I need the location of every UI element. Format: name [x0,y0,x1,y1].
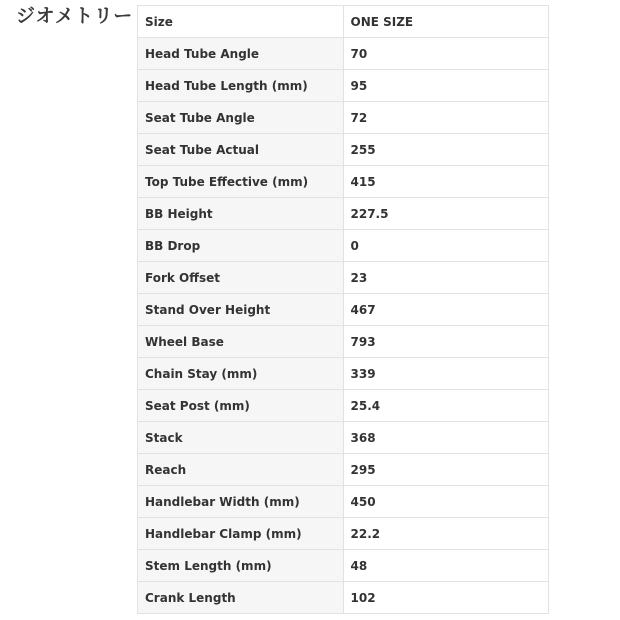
table-row [138,134,549,166]
row-label: Top Tube Effective (mm) [138,166,344,198]
row-value: 793 [343,326,549,358]
header-size: Size [138,6,344,38]
row-label: Stand Over Height [138,294,344,326]
table-row [138,518,549,550]
table-row [138,262,549,294]
row-value: 23 [343,262,549,294]
row-value: 415 [343,166,549,198]
table-row [138,358,549,390]
row-value: 25.4 [343,390,549,422]
row-label: Fork Offset [138,262,344,294]
table-row [138,166,549,198]
row-label: Stem Length (mm) [138,550,344,582]
row-label: Head Tube Angle [138,38,344,70]
section-heading: ジオメトリー [16,5,133,27]
table-row [138,486,549,518]
table-row [138,102,549,134]
table-row [138,198,549,230]
table-row [138,294,549,326]
header-one-size: ONE SIZE [343,6,549,38]
row-value: 102 [343,582,549,614]
row-label: Stack [138,422,344,454]
row-value: 368 [343,422,549,454]
row-value: 95 [343,70,549,102]
row-value: 467 [343,294,549,326]
row-value: 72 [343,102,549,134]
row-label: Crank Length [138,582,344,614]
table-row [138,38,549,70]
row-value: 22.2 [343,518,549,550]
row-label: Seat Tube Angle [138,102,344,134]
row-label: Head Tube Length (mm) [138,70,344,102]
row-label: Wheel Base [138,326,344,358]
row-value: 255 [343,134,549,166]
table-row [138,422,549,454]
table-row [138,582,549,614]
row-value: 227.5 [343,198,549,230]
row-label: Handlebar Clamp (mm) [138,518,344,550]
table-row [138,326,549,358]
table-row [138,454,549,486]
row-value: 48 [343,550,549,582]
table-row [138,390,549,422]
row-label: Seat Post (mm) [138,390,344,422]
row-label: Seat Tube Actual [138,134,344,166]
row-label: BB Height [138,198,344,230]
row-value: 0 [343,230,549,262]
row-label: Handlebar Width (mm) [138,486,344,518]
table-header-row [138,6,549,38]
table-row [138,70,549,102]
row-value: 295 [343,454,549,486]
row-label: Chain Stay (mm) [138,358,344,390]
row-label: BB Drop [138,230,344,262]
row-value: 339 [343,358,549,390]
row-value: 70 [343,38,549,70]
table-row [138,230,549,262]
row-label: Reach [138,454,344,486]
table-row [138,550,549,582]
geometry-table [137,5,549,614]
row-value: 450 [343,486,549,518]
